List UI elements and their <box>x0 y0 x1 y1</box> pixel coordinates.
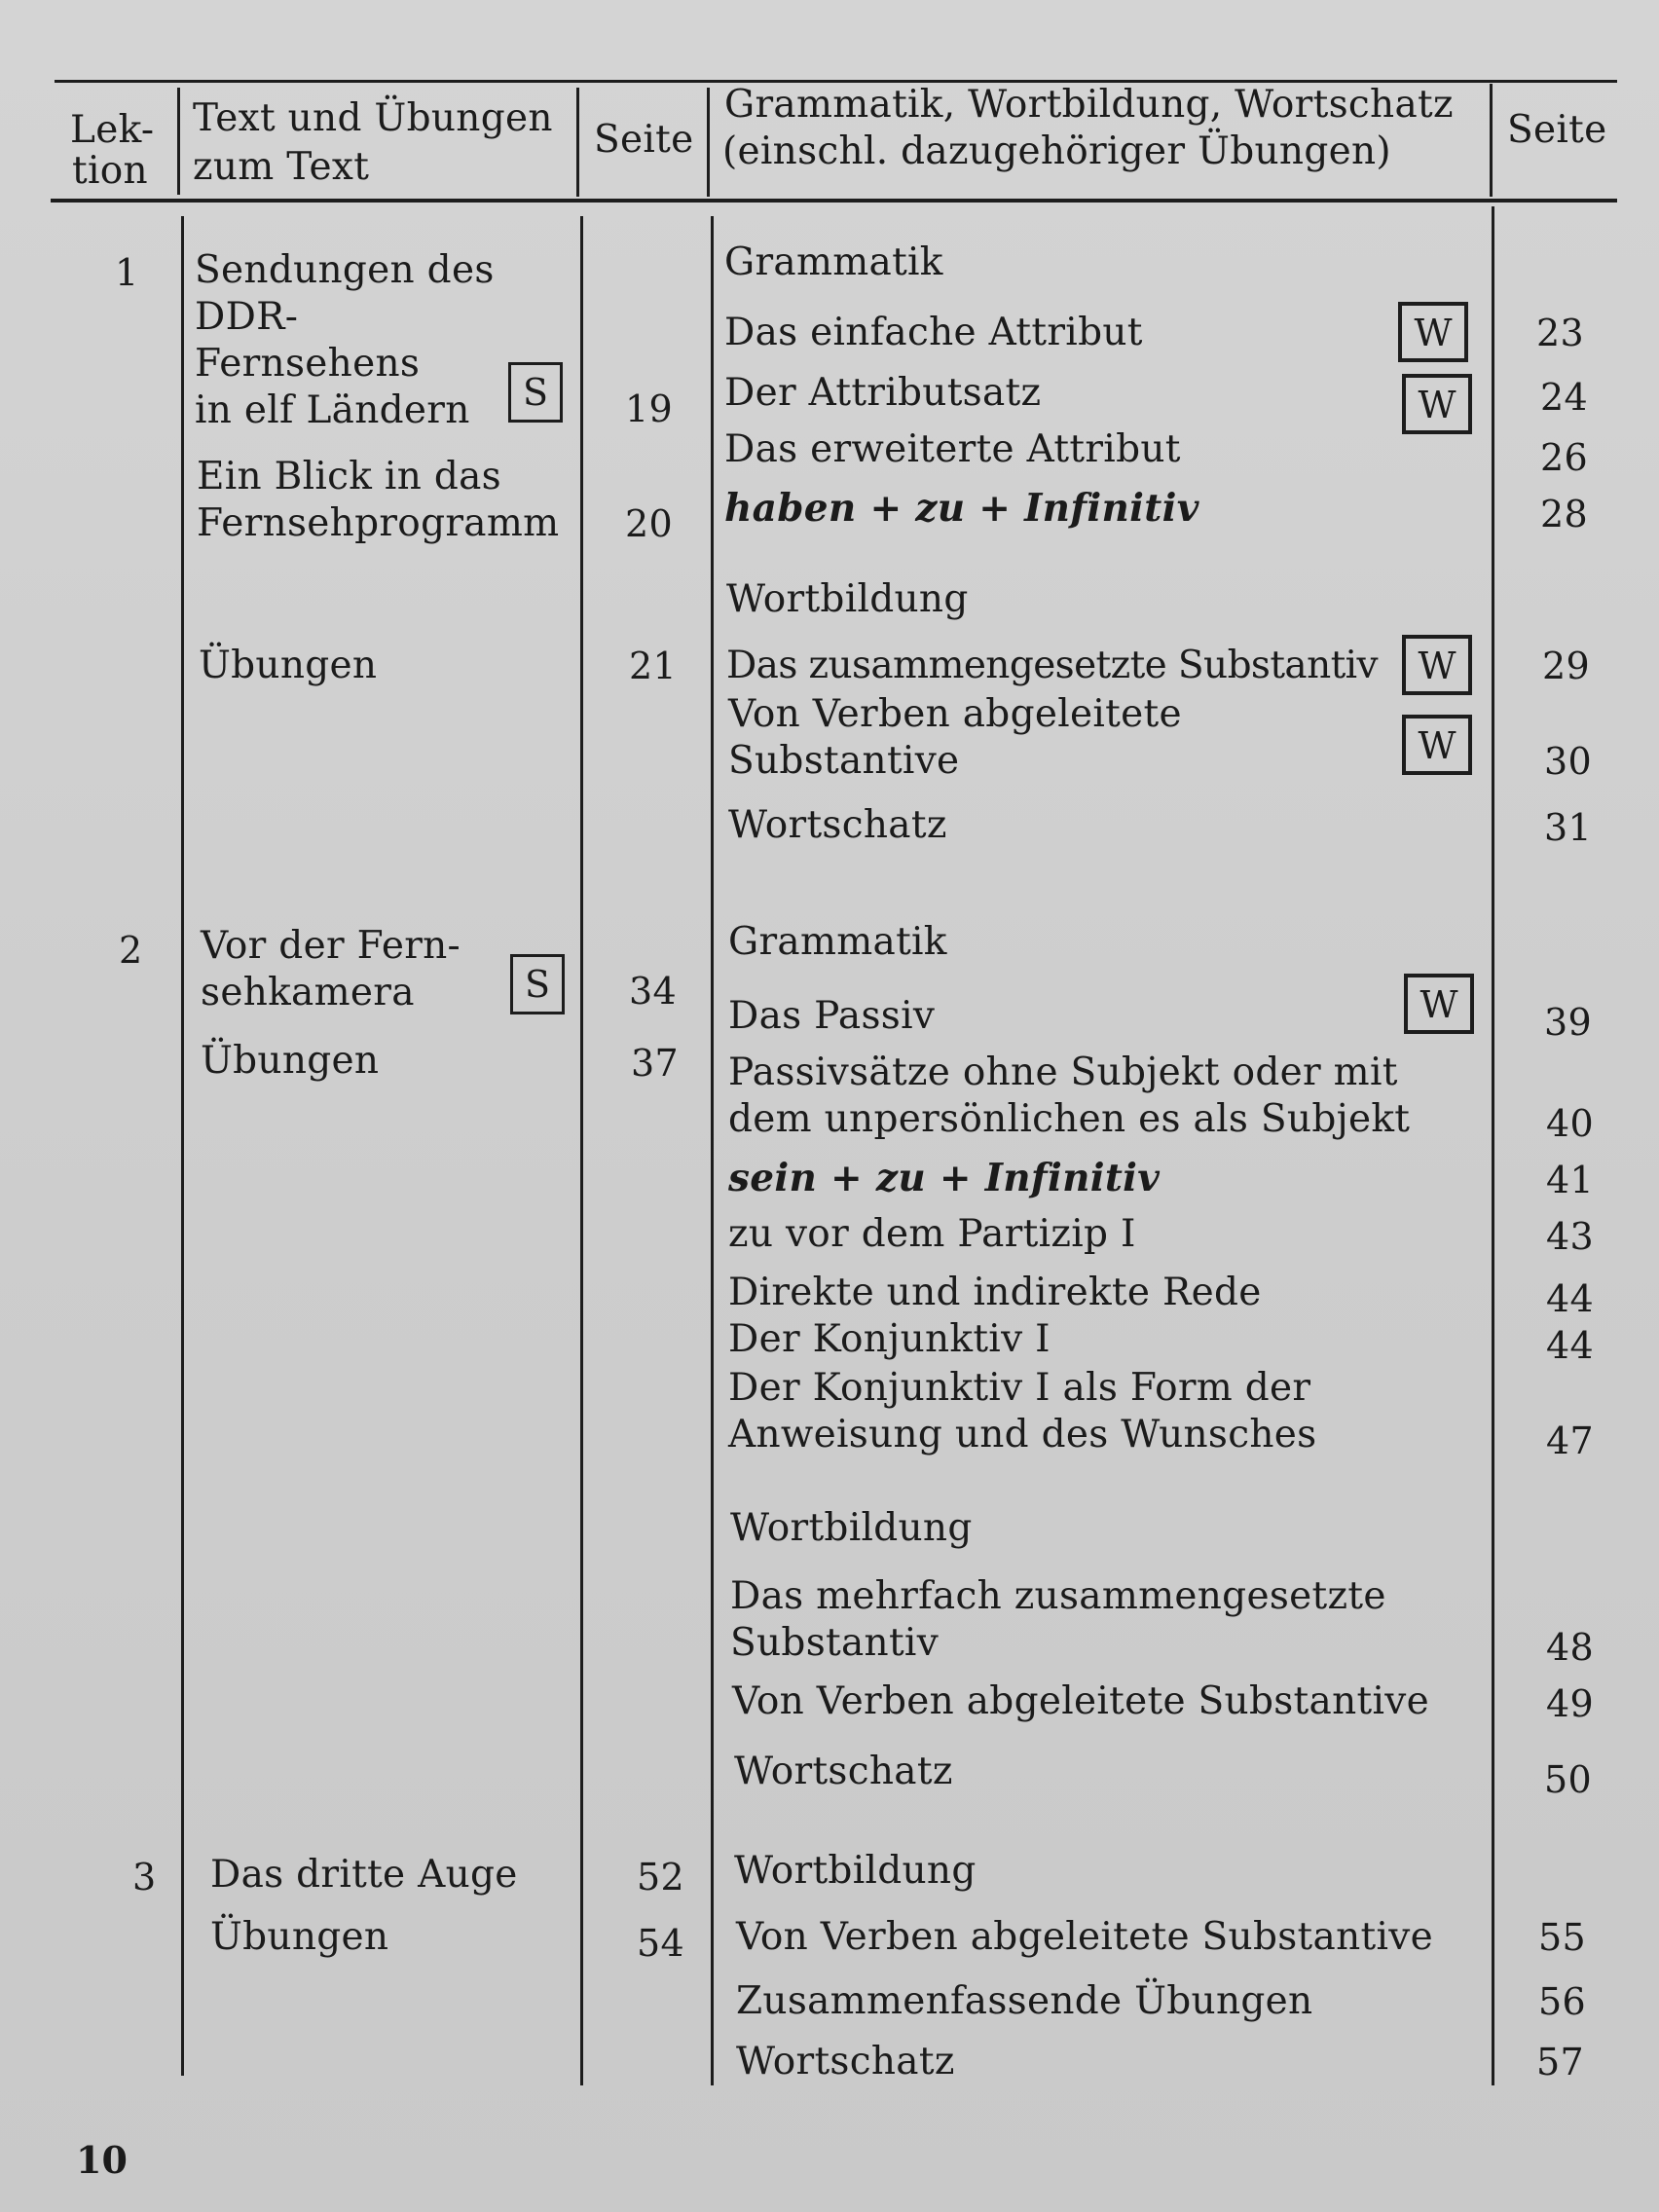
grammar-item: dem unpersönlichen es als Subjekt <box>728 1097 1411 1141</box>
lesson-number: 1 <box>115 251 139 294</box>
grammar-item: Das zusammengesetzte Substantiv <box>726 644 1378 687</box>
text-page-number: 20 <box>625 502 673 545</box>
text-page-number: 52 <box>637 1856 684 1899</box>
header-divider-2 <box>576 88 579 197</box>
grammar-page-number: 49 <box>1546 1682 1594 1725</box>
grammar-item: Von Verben abgeleitete Substantive <box>736 1915 1433 1959</box>
grammar-item: Passivsätze ohne Subjekt oder mit <box>728 1051 1398 1094</box>
grammar-item: Der Konjunktiv I <box>728 1317 1051 1361</box>
grammar-item: Der Konjunktiv I als Form der <box>728 1366 1311 1410</box>
grammar-page-number: 26 <box>1540 436 1588 479</box>
grammar-item: Das erweiterte Attribut <box>724 427 1181 471</box>
header-seite-2: Seite <box>1507 108 1607 152</box>
header-grammatik-2: (einschl. dazugehöriger Übungen) <box>722 129 1391 173</box>
header-lektion-1: Lek- <box>70 108 155 152</box>
grammar-item: Das mehrfach zusammengesetzte <box>730 1574 1386 1618</box>
text-title-line: in elf Ländern <box>195 388 470 432</box>
section-heading: Grammatik <box>724 240 943 284</box>
grammar-page-number: 44 <box>1546 1277 1594 1320</box>
grammar-page-number: 44 <box>1546 1324 1594 1367</box>
grammar-page-number: 28 <box>1540 493 1588 535</box>
header-lektion-2: tion <box>72 149 148 193</box>
section-heading: Grammatik <box>728 920 947 964</box>
grammar-item: sein + zu + Infinitiv <box>728 1156 1161 1200</box>
grammar-item: Anweisung und des Wunsches <box>728 1413 1317 1456</box>
grammar-item: Von Verben abgeleitete <box>728 692 1182 736</box>
grammar-page-number: 55 <box>1538 1916 1586 1959</box>
s-marker-box: S <box>508 362 563 423</box>
grammar-page-number: 50 <box>1544 1758 1592 1801</box>
grammar-page-number: 47 <box>1546 1419 1594 1462</box>
header-divider-4 <box>1490 84 1493 197</box>
header-seite-1: Seite <box>594 118 694 162</box>
text-title-line: Übungen <box>201 1039 380 1083</box>
grammar-item: Von Verben abgeleitete Substantive <box>732 1679 1429 1723</box>
grammar-item: Zusammenfassende Übungen <box>736 1979 1313 2023</box>
grammar-page-number: 30 <box>1544 740 1592 783</box>
grammar-page-number: 43 <box>1546 1215 1594 1258</box>
text-page-number: 21 <box>629 645 677 687</box>
grammar-page-number: 29 <box>1542 645 1590 687</box>
grammar-item: Direkte und indirekte Rede <box>728 1271 1262 1314</box>
grammar-page-number: 40 <box>1546 1102 1594 1145</box>
text-title-line: Sendungen des <box>195 248 495 292</box>
section-heading: Wortschatz <box>734 1750 953 1793</box>
grammar-item: Das einfache Attribut <box>724 311 1143 354</box>
w-marker-box: W <box>1402 635 1472 695</box>
text-title-line: Das dritte Auge <box>210 1853 518 1897</box>
column-line-3 <box>711 216 714 2085</box>
grammar-item: Der Attributsatz <box>724 371 1042 415</box>
grammar-page-number: 39 <box>1544 1001 1592 1044</box>
text-page-number: 34 <box>629 970 677 1013</box>
column-line-2 <box>580 216 583 2085</box>
w-marker-box: W <box>1402 715 1472 775</box>
header-grammatik-1: Grammatik, Wortbildung, Wortschatz <box>724 83 1454 127</box>
w-marker-box: W <box>1402 374 1472 434</box>
grammar-page-number: 41 <box>1546 1159 1594 1201</box>
header-text-1: Text und Übungen <box>193 96 553 140</box>
text-title-line: sehkamera <box>201 971 415 1014</box>
header-divider-3 <box>707 88 710 197</box>
grammar-item: Substantiv <box>730 1621 940 1665</box>
grammar-page-number: 24 <box>1540 376 1588 419</box>
grammar-page-number: 31 <box>1544 806 1592 849</box>
section-heading: Wortschatz <box>736 2040 955 2083</box>
page-number: 10 <box>76 2138 128 2182</box>
w-marker-box: W <box>1398 302 1468 362</box>
grammar-page-number: 56 <box>1538 1980 1586 2023</box>
column-line-4 <box>1492 206 1494 2085</box>
grammar-page-number: 23 <box>1536 312 1584 354</box>
text-page-number: 37 <box>631 1042 679 1085</box>
section-heading: Wortbildung <box>726 577 969 621</box>
text-page-number: 19 <box>625 387 673 430</box>
text-title-line: Fernsehens <box>195 342 421 386</box>
text-title-line: Ein Blick in das <box>197 455 501 498</box>
text-page-number: 54 <box>637 1922 684 1965</box>
grammar-item: zu vor dem Partizip I <box>728 1212 1136 1256</box>
section-heading: Wortbildung <box>730 1506 973 1550</box>
header-rule <box>51 199 1617 203</box>
text-title-line: Übungen <box>199 644 378 687</box>
section-heading: Wortbildung <box>734 1849 977 1893</box>
header-text-2: zum Text <box>193 145 370 189</box>
grammar-page-number: 48 <box>1546 1626 1594 1669</box>
text-title-line: Vor der Fern- <box>201 924 461 968</box>
grammar-item: Das Passiv <box>728 994 936 1038</box>
w-marker-box: W <box>1404 974 1474 1034</box>
grammar-item: haben + zu + Infinitiv <box>724 486 1199 531</box>
header-divider-1 <box>177 88 180 195</box>
text-title-line: Übungen <box>210 1915 389 1959</box>
lesson-number: 3 <box>132 1856 157 1899</box>
section-heading: Wortschatz <box>728 803 947 847</box>
s-marker-box: S <box>510 954 565 1014</box>
text-title-line: DDR- <box>195 295 299 339</box>
grammar-item: Substantive <box>728 739 960 783</box>
lesson-number: 2 <box>119 929 143 972</box>
grammar-page-number: 57 <box>1536 2041 1584 2083</box>
text-title-line: Fernsehprogramm <box>197 501 560 545</box>
column-line-1 <box>181 216 184 2076</box>
